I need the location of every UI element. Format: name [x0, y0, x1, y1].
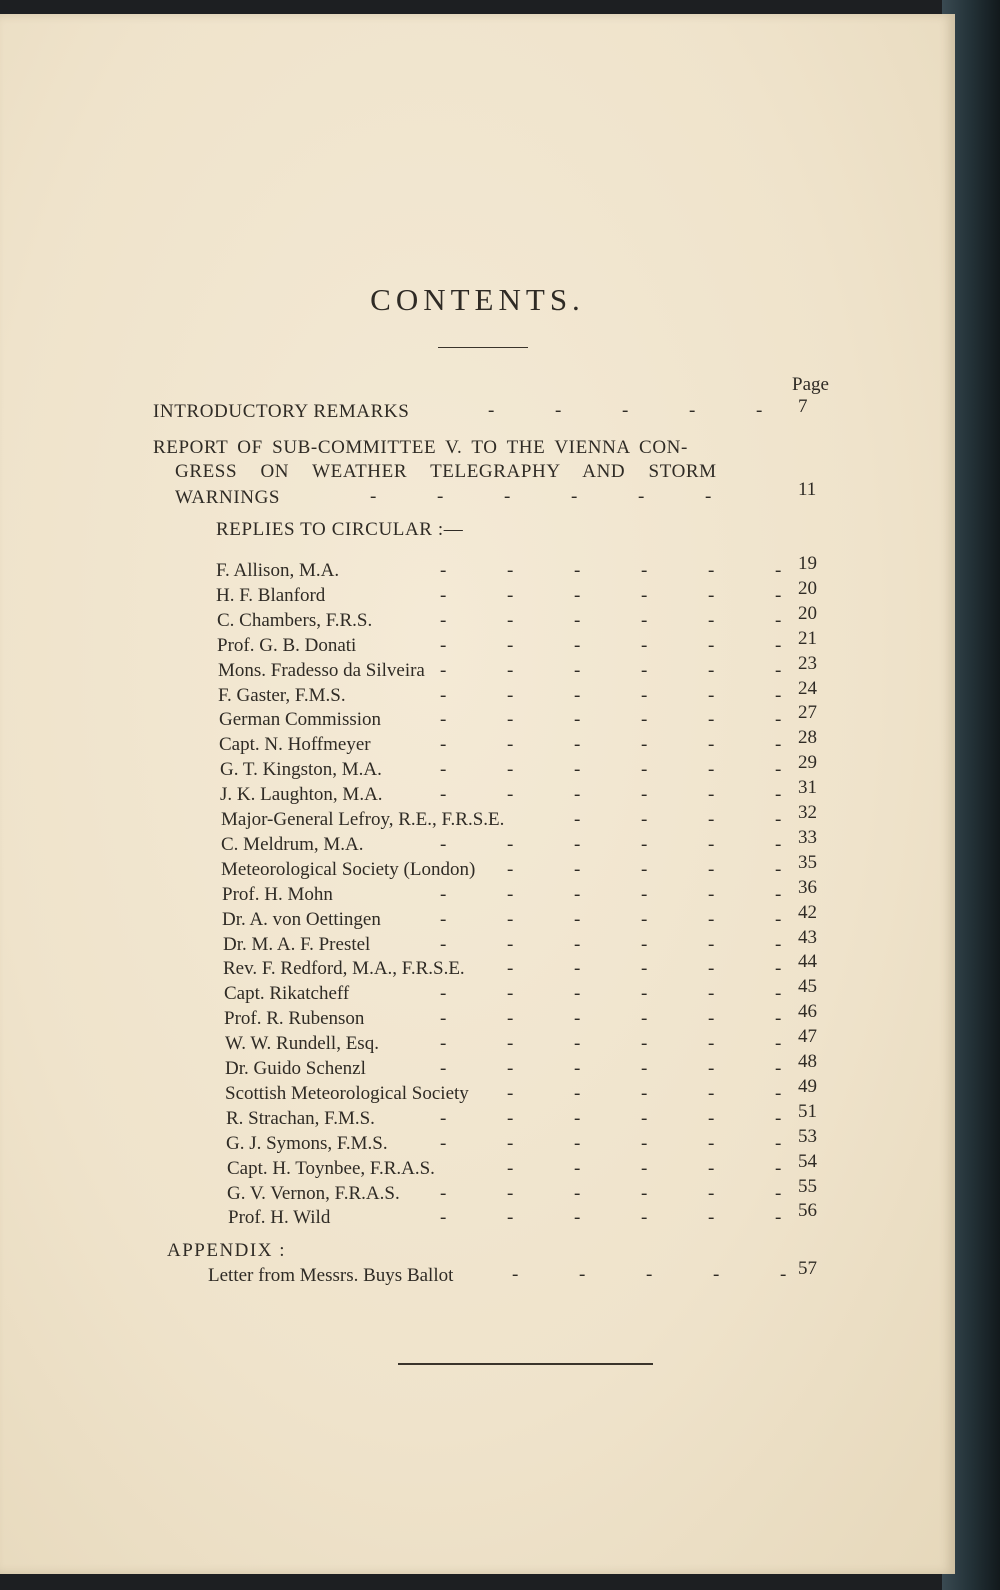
intro-label: INTRODUCTORY REMARKS — [153, 401, 410, 422]
leader-dash: - — [574, 1207, 581, 1229]
reply-name: G. T. Kingston, M.A. — [220, 759, 382, 781]
leader-dash: - — [775, 684, 782, 706]
leader-dash: - — [507, 833, 514, 855]
leader-dash: - — [440, 659, 447, 681]
leader-dash: - — [574, 709, 581, 731]
leader-dash: - — [708, 858, 715, 880]
leader-dash: - — [775, 908, 782, 930]
leader-dash: - — [507, 1082, 514, 1104]
leader-dash: - — [641, 1157, 648, 1179]
leader-dash: - — [775, 1207, 782, 1229]
reply-name: G. V. Vernon, F.R.A.S. — [227, 1182, 400, 1204]
leader-dash: - — [775, 1132, 782, 1154]
leader-dash: - — [440, 1008, 447, 1030]
leader-dash: - — [708, 709, 715, 731]
leader-dash: - — [775, 560, 782, 581]
leader-dash: - — [574, 784, 581, 806]
leader-dash: - — [641, 1107, 648, 1129]
reply-page: 56 — [798, 1200, 817, 1222]
leader-dash: - — [507, 684, 514, 706]
leader-dash: - — [440, 560, 447, 581]
leader-dash: - — [507, 933, 514, 955]
leader-dash: - — [507, 1033, 514, 1055]
reply-page: 49 — [798, 1075, 817, 1097]
leader-dash: - — [440, 709, 447, 731]
leader-dash: - — [440, 883, 447, 905]
reply-page: 46 — [798, 1001, 817, 1023]
report-page: 11 — [798, 479, 817, 500]
reply-name: Prof. H. Mohn — [222, 883, 333, 905]
leader-dash: - — [641, 833, 648, 855]
leader-dots: - - - - - - — [370, 486, 712, 507]
reply-page: 21 — [798, 627, 817, 649]
leader-dash: - — [574, 858, 581, 880]
leader-dash: - — [708, 634, 715, 656]
leader-dash: - — [507, 958, 514, 980]
leader-dash: - — [440, 1033, 447, 1055]
leader-dash: - — [440, 908, 447, 930]
leader-dash: - — [507, 709, 514, 731]
reply-name: J. K. Laughton, M.A. — [220, 784, 383, 806]
leader-dots: - - - - - — [488, 400, 763, 421]
leader-dash: - — [641, 1033, 648, 1055]
reply-name: Mons. Fradesso da Silveira — [218, 659, 425, 681]
reply-name: G. J. Symons, F.M.S. — [226, 1132, 388, 1154]
reply-name: German Commission — [219, 709, 382, 731]
leader-dash: - — [440, 1182, 447, 1204]
leader-dash: - — [507, 908, 514, 930]
leader-dash: - — [641, 709, 648, 731]
leader-dash: - — [440, 1107, 447, 1129]
leader-dash: - — [641, 1182, 648, 1204]
leader-dash: - — [775, 1107, 782, 1129]
reply-name: Prof. R. Rubenson — [224, 1008, 365, 1030]
leader-dash: - — [507, 659, 514, 681]
leader-dash: - — [574, 659, 581, 681]
leader-dash: - — [708, 1033, 715, 1055]
leader-dash: - — [775, 1033, 782, 1055]
leader-dash: - — [708, 883, 715, 905]
leader-dash: - — [708, 784, 715, 806]
reply-page: 42 — [798, 901, 817, 923]
leader-dash: - — [708, 1008, 715, 1030]
reply-name: W. W. Rundell, Esq. — [225, 1033, 379, 1055]
leader-dash: - — [440, 933, 447, 955]
leader-dash: - — [775, 709, 782, 731]
leader-dash: - — [507, 634, 514, 656]
leader-dash: - — [574, 1132, 581, 1154]
leader-dash: - — [641, 933, 648, 955]
leader-dash: - — [507, 609, 514, 631]
report-line-1: REPORT OF SUB-COMMITTEE V. TO THE VIENNA CON- — [153, 437, 688, 458]
reply-name: Meteorological Society (London) — [221, 858, 476, 880]
leader-dash: - — [507, 1058, 514, 1079]
leader-dash: - — [775, 659, 782, 681]
leader-dash: - — [775, 1008, 782, 1030]
reply-name: Major-General Lefroy, R.E., F.R.S.E. — [221, 809, 505, 830]
leader-dash: - — [574, 833, 581, 855]
leader-dash: - — [574, 1082, 581, 1104]
report-line-3: WARNINGS — [175, 487, 281, 508]
leader-dash: - — [440, 1207, 447, 1229]
reply-name: Rev. F. Redford, M.A., F.R.S.E. — [223, 958, 465, 980]
reply-name: Capt. H. Toynbee, F.R.A.S. — [227, 1157, 435, 1179]
book-page — [0, 14, 955, 1574]
reply-name: Capt. Rikatcheff — [224, 983, 350, 1005]
leader-dash: - — [708, 759, 715, 781]
leader-dash: - — [775, 759, 782, 781]
reply-page: 20 — [798, 577, 817, 599]
reply-page: 19 — [798, 553, 817, 574]
leader-dash: - — [775, 584, 782, 606]
reply-page: 48 — [798, 1051, 817, 1072]
leader-dash: - — [440, 833, 447, 855]
leader-dash: - — [574, 958, 581, 980]
reply-page: 27 — [798, 702, 817, 724]
leader-dash: - — [708, 1058, 715, 1079]
replies-heading: REPLIES TO CIRCULAR :— — [216, 519, 464, 540]
reply-name: R. Strachan, F.M.S. — [226, 1107, 375, 1129]
leader-dash: - — [574, 634, 581, 656]
leader-dash: - — [641, 609, 648, 631]
leader-dash: - — [708, 958, 715, 980]
reply-page: 53 — [798, 1125, 817, 1147]
leader-dash: - — [708, 1132, 715, 1154]
appendix-page: 57 — [798, 1258, 817, 1279]
leader-dash: - — [708, 659, 715, 681]
leader-dash: - — [775, 1157, 782, 1179]
leader-dash: - — [775, 784, 782, 806]
leader-dash: - — [574, 908, 581, 930]
leader-dash: - — [708, 983, 715, 1005]
appendix-entry: Letter from Messrs. Buys Ballot — [208, 1265, 454, 1286]
bottom-rule — [398, 1363, 653, 1365]
leader-dash: - — [708, 1082, 715, 1104]
leader-dash: - — [641, 659, 648, 681]
leader-dash: - — [775, 809, 782, 830]
leader-dash: - — [507, 858, 514, 880]
leader-dash: - — [641, 634, 648, 656]
leader-dash: - — [574, 1033, 581, 1055]
reply-name: Prof. H. Wild — [228, 1207, 331, 1229]
leader-dash: - — [574, 883, 581, 905]
reply-name: F. Gaster, F.M.S. — [218, 684, 346, 706]
leader-dash: - — [708, 908, 715, 930]
leader-dash: - — [641, 784, 648, 806]
reply-name: Prof. G. B. Donati — [217, 634, 357, 656]
intro-page: 7 — [798, 396, 808, 417]
reply-page: 28 — [798, 727, 817, 749]
reply-page: 47 — [798, 1026, 817, 1048]
leader-dash: - — [708, 1157, 715, 1179]
leader-dash: - — [574, 609, 581, 631]
leader-dash: - — [574, 734, 581, 756]
leader-dash: - — [507, 1132, 514, 1154]
leader-dash: - — [574, 1182, 581, 1204]
leader-dash: - — [708, 560, 715, 581]
title-rule — [438, 347, 528, 348]
leader-dash: - — [775, 958, 782, 980]
leader-dash: - — [775, 983, 782, 1005]
leader-dash: - — [574, 1008, 581, 1030]
page-column-label: Page — [792, 374, 829, 395]
leader-dash: - — [440, 609, 447, 631]
reply-page: 45 — [798, 976, 817, 998]
leader-dash: - — [641, 958, 648, 980]
leader-dash: - — [574, 983, 581, 1005]
reply-page: 36 — [798, 876, 817, 898]
reply-name: Scottish Meteorological Society — [225, 1082, 469, 1104]
leader-dash: - — [775, 634, 782, 656]
reply-page: 24 — [798, 677, 817, 699]
leader-dash: - — [708, 584, 715, 606]
page-title: CONTENTS. — [370, 282, 585, 317]
leader-dash: - — [507, 883, 514, 905]
reply-page: 31 — [798, 777, 817, 799]
leader-dash: - — [574, 759, 581, 781]
appendix-label: APPENDIX : — [167, 1240, 286, 1261]
leader-dash: - — [775, 833, 782, 855]
reply-page: 23 — [798, 652, 817, 674]
leader-dash: - — [641, 1008, 648, 1030]
leader-dash: - — [507, 784, 514, 806]
leader-dash: - — [708, 1207, 715, 1229]
reply-page: 32 — [798, 802, 817, 823]
leader-dash: - — [708, 809, 715, 830]
leader-dash: - — [641, 584, 648, 606]
reply-name: Dr. Guido Schenzl — [225, 1058, 366, 1079]
leader-dash: - — [775, 609, 782, 631]
leader-dash: - — [440, 584, 447, 606]
leader-dash: - — [507, 1107, 514, 1129]
leader-dash: - — [440, 983, 447, 1005]
leader-dash: - — [641, 734, 648, 756]
leader-dash: - — [775, 883, 782, 905]
leader-dash: - — [708, 684, 715, 706]
leader-dash: - — [507, 1207, 514, 1229]
leader-dash: - — [641, 1132, 648, 1154]
reply-name: Dr. A. von Oettingen — [222, 908, 381, 930]
reply-page: 33 — [798, 826, 817, 848]
leader-dash: - — [574, 1058, 581, 1079]
leader-dash: - — [775, 1182, 782, 1204]
leader-dots: - - - - - — [512, 1264, 787, 1285]
leader-dash: - — [574, 809, 581, 830]
reply-page: 43 — [798, 926, 817, 948]
report-line-2: GRESS ON WEATHER TELEGRAPHY AND STORM — [175, 461, 717, 482]
reply-page: 55 — [798, 1175, 817, 1197]
leader-dash: - — [574, 933, 581, 955]
reply-page: 54 — [798, 1150, 817, 1172]
leader-dash: - — [440, 684, 447, 706]
reply-name: C. Meldrum, M.A. — [221, 833, 364, 855]
reply-name: Dr. M. A. F. Prestel — [223, 933, 371, 955]
leader-dash: - — [641, 883, 648, 905]
leader-dash: - — [507, 560, 514, 581]
leader-dash: - — [574, 1107, 581, 1129]
leader-dash: - — [574, 684, 581, 706]
leader-dash: - — [507, 584, 514, 606]
leader-dash: - — [574, 584, 581, 606]
leader-dash: - — [507, 734, 514, 756]
leader-dash: - — [708, 1107, 715, 1129]
leader-dash: - — [708, 609, 715, 631]
leader-dash: - — [440, 734, 447, 756]
leader-dash: - — [641, 908, 648, 930]
leader-dash: - — [507, 983, 514, 1005]
leader-dash: - — [507, 1008, 514, 1030]
leader-dash: - — [574, 560, 581, 581]
leader-dash: - — [775, 734, 782, 756]
reply-name: F. Allison, M.A. — [216, 560, 340, 581]
leader-dash: - — [440, 759, 447, 781]
leader-dash: - — [775, 1058, 782, 1079]
leader-dash: - — [440, 784, 447, 806]
leader-dash: - — [641, 809, 648, 830]
reply-page: 35 — [798, 851, 817, 873]
reply-name: H. F. Blanford — [216, 584, 326, 606]
leader-dash: - — [507, 1157, 514, 1179]
leader-dash: - — [641, 1058, 648, 1079]
reply-page: 44 — [798, 951, 817, 973]
leader-dash: - — [574, 1157, 581, 1179]
reply-name: C. Chambers, F.R.S. — [217, 609, 373, 631]
leader-dash: - — [641, 1082, 648, 1104]
leader-dash: - — [507, 759, 514, 781]
leader-dash: - — [708, 734, 715, 756]
leader-dash: - — [440, 1058, 447, 1079]
leader-dash: - — [641, 560, 648, 581]
leader-dash: - — [507, 1182, 514, 1204]
leader-dash: - — [775, 1082, 782, 1104]
leader-dash: - — [641, 759, 648, 781]
leader-dash: - — [775, 933, 782, 955]
leader-dash: - — [641, 1207, 648, 1229]
leader-dash: - — [440, 634, 447, 656]
leader-dash: - — [641, 858, 648, 880]
leader-dash: - — [641, 684, 648, 706]
reply-page: 20 — [798, 602, 817, 624]
reply-page: 29 — [798, 752, 817, 774]
leader-dash: - — [708, 1182, 715, 1204]
leader-dash: - — [641, 983, 648, 1005]
leader-dash: - — [708, 933, 715, 955]
leader-dash: - — [708, 833, 715, 855]
leader-dash: - — [440, 1132, 447, 1154]
reply-page: 51 — [798, 1100, 817, 1122]
reply-name: Capt. N. Hoffmeyer — [219, 734, 371, 756]
leader-dash: - — [775, 858, 782, 880]
